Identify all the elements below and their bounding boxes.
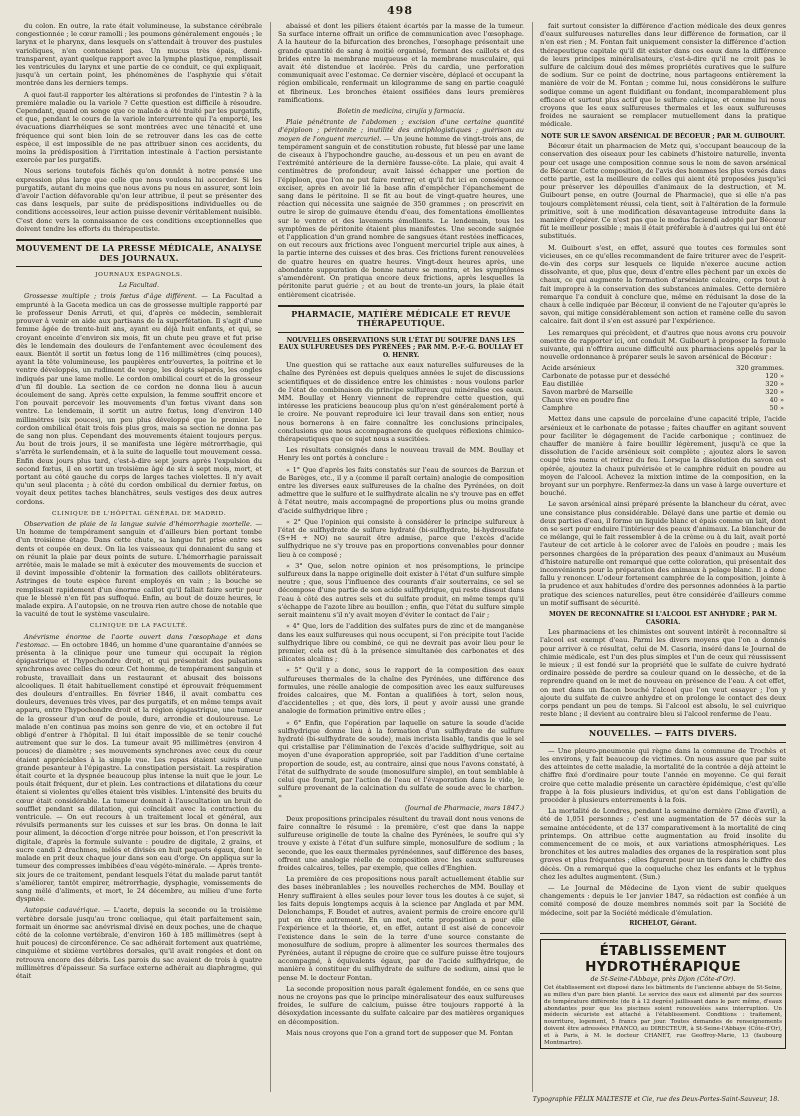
article-text: — Un homme de tempérament sanguin et d'ailleurs bien portant tombe d'un troisième étage. Dans cette chute, sa langue fut prise entre ses dents et coupée en deux. On lia les vaisseaux qui donnaient du sang et on réunit la plaie par deux points de suture. L'hémorrhagie paraissait arrêtée, mais le malade se mit à exécuter des mouvements de succion et il devint impossible d'obtenir la formation des caillots oblitérateurs. Astringes de toute espèce furent employés en vain ; la bouche se remplissait rapidement d'un énorme caillot qu'il fallait faire sortir pour que le blessé n'en fût pas suffoqué. Enfin, au bout de douze heures, le malade expira. A l'autopsie, on ne trouva rien autre chose de notable que la vacuité de tout le système vasculaire.: [16, 519, 262, 619]
paragraph: « 3° Que, selon notre opinion et nos présomptions, le principe sulfureux dans la nappe originelle doit exister à l'état d'un sulfure simple neutre ; que, sous l'influence des courants d'air souterrains, ce sel se décompose d'une partie de son acide sulfhydrique, qui reste dissout dans l'eau à côté des autres sels et du sulfate produit, en même temps qu'il s'échappe de l'azote libre au bouillon ; enfin, que l'état du sulfure simple serait maintenu s'il n'y avait moyen d'éviter le contact de l'air ;: [278, 561, 524, 620]
paragraph: M. Guibourt s'est, en effet, assuré que toutes ces formules sont vicieuses, en ce qu'elles recommandent de faire triturer avec de l'esprit-de-vin des corps sur lesquels ce liquide n'exerce aucune action dissolvante, et que, plus que, deux d'entre elles pèchent par un excès de chaux, ce qui augmente la formation d'arséniate calcaire, corps tout à fait impropre à la conservation des substances animales. Cette dernière remarque l'a conduit à conclure que, même en réduisant la dose de la chaux à celle indiquée par Bécœur, il convient de ne l'ajouter qu'après le savon, qui mitige considérablement son action et ramène celle du savon calcaire. fait dont il s'en est assuré par l'expérience.: [540, 243, 786, 326]
article-text: — En octobre 1846, un homme d'une quarantaine d'années se présenta à la clinique pour une tumeur qui occupait la région épigastrique et l'hypochondre droit, et qui présentait des pulsations synchrones avec celles du cœur. Cet homme, de tempérament sanguin et robuste, travaillait dans un restaurant et abusait des boissons alcooliques. Il était habituellement constipé et éprouvait fréquemment des douleurs d'entrailles. En février 1846, il avait combattu ces douleurs, devenues très vives, par des purgatifs, et en même temps avait apparu, entre l'hypochondre droit et la région épigastrique, une tumeur de la grosseur d'un œuf de poule, dure, arrondie et douloureuse. Le malade n'en continua pas moins son genre de vie, et en octobre il fut obligé d'entrer à l'hôpital. Il lui était impossible de se tenir couché autrement que sur le dos. La tumeur avait 95 millimètres (environ 4 pouces) de diamètre ; ses mouvements synchrones avec ceux du cœur étaient appréciables à la simple vue. Les repas étaient suivis d'une grande pesanteur à l'épigastre. La constipation persistait. La respiration était courte et la dyspnée beaucoup plus intense la nuit que le jour. Le pouls était fréquent, dur et plein. Les contractions et dilatations du cœur étaient si violentes qu'elles étaient très visibles. L'intensité des bruits du cœur était considérable. La tumeur donnait à l'auscultation un bruit de soufflet pendant sa dilatation, qui coïncidait avec la contraction du ventricule. — On eut recours à un traitement local et général, aux révulsifs permanents sur les cuisses et sur les bras. On donna le lait pour aliment, la décoction d'orge nitrée pour boisson, et l'on prescrivit la digitale, d'après la formule suivante : poudre de digitale, 2 grains, et sucre candi 2 drachmes, mêlés et divisés en huit paquets égaux, dont le malade en prit deux chaque jour dans son eau d'orge. On appliqua sur la tumeur des compresses imbibées d'eau végéto-minérale. — Après trente-six jours de ce traitement, pendant lesquels l'état du malade parut tantôt s'améliorer, tantôt empirer, métrorrhagie, dysphagie, vomissements de sang mêlé d'aliments, et mort, le 24 décembre, au milieu d'une forte dyspnée.: [16, 640, 262, 904]
journal-name: La Facultad.: [118, 281, 160, 290]
ad-title: ÉTABLISSEMENT HYDROTHÉRAPIQUE: [585, 943, 741, 976]
column-divider: [270, 22, 271, 1092]
paragraph: « 1° Que d'après les faits constatés sur l'eau de sources de Barzun et de Barèges, etc., il y a (comme il paraît certain) analogie de composition entre les diverses eaux sulfureuses de la chaîne des Pyrénées, on doit admettre que le sulfure et le sulfhydrate alcalin ne s'y trouve pas en effet à l'état neutre, mais accompagné de proportions plus ou moins grande d'acide sulfhydrique libre ;: [278, 465, 524, 515]
recipe-row: [540, 372, 786, 380]
article-paragraph: [16, 292, 262, 505]
subsection-heading: CLINIQUE DE L'HÔPITAL GÉNÉRAL DE MADRID.: [51, 510, 227, 517]
column-1: [16, 22, 262, 1092]
paragraph: « 6° Enfin, que l'opération par laquelle on sature la soude d'acide sulfhydrique donne lieu à la formation d'un sulfhydrate de sulfure hydraté (bi-sulfhydrate de soude), mais incrista lisable, tandis que le sel qui cristallise par l'élimination de l'excès d'acide sulfhydrique, soit au moyen d'une évaporation appropriée, soit par l'addition d'une certaine proportion de soude, est, au contraire, ainsi que nous l'avons constaté, à l'état de sulfhydrate de soude (monosulfure simple), en tout semblable à celui que fournit, par l'action de l'eau et l'évaporation dans le vide, le sulfure provenant de la calcination du sulfate de soude avec le charbon. »: [278, 718, 524, 801]
paragraph: Nous serions toutefois fâchés qu'on donnât à notre pensée une expression plus large que celle que nous voulons lui accorder. Si les purgatifs, autant du moins que nous avons pu nous en assurer, sont loin d'avoir l'action défavorable qu'on leur attribue, il peut se présenter des cas dans lesquels, par suite de prédispositions individuelles ou de conditions accessoires, leur action puisse devenir véritablement nuisible. C'est donc vers la connaissance de ces conditions exceptionnelles que doivent tendre les efforts du thérapeutiste.: [16, 167, 262, 233]
paragraph: « 2° Que l'opinion qui consiste à considérer le principe sulfureux à l'état de sulfhydrate de sulfure hydraté (bi-sulfhydrate, bi-hydrosulfate (S+H + NO) ne saurait être admise, parce que l'excès d'acide sulfhydrique ne s'y trouve pas en proportions convenables pour donner lieu à ce composé ;: [278, 517, 524, 559]
paragraph: Deux propositions principales résultent du travail dont nous venons de faire connaître le résumé : la première, c'est que dans la nappe sulfureuse originelle de toute la chaîne des Pyrénées, le soufre qui s'y trouve y existe à l'état d'un sulfure simple, monosulfure de sodium ; la seconde, que les eaux thermales pyrénéennes, sauf différence des bases, offrent une analogie réelle de composition avec les eaux sulfureuses froides calcaires, telles, par exemple, que celles d'Enghien.: [278, 814, 524, 872]
recipe-qty: 50 »: [769, 404, 784, 413]
article-lead: Plaie pénétrante de l'abdomen ; excision d'une certaine quantité d'épiploon ; péritonite ; inutilité des antiphlogistiques ; guérison au moyen de l'onguent mercuriel.: [278, 118, 524, 143]
recipe-qty: 320 »: [765, 388, 784, 397]
paragraph: Une question qui se rattache aux eaux naturelles sulfureuses de la chaîne des Pyrénées est depuis quelques années le sujet de discussions scientifiques et de dissidence entre les chimistes : nous voulons parler de l'état de combinaison du principe sulfureux qui minéralise ces eaux. MM. Boullay et Henry viennent de reprendre cette question, qui intéresse les praticiens beaucoup plus qu'on n'est généralement porté à le croire. Ne pouvant reproduire ici leur travail dans son entier, nous nous bornerons à en faire connaître les conclusions principales, conclusions que nous accompagnerons de quelques réflexions chimico-thérapeutiques que ce sujet nous a suscitées.: [278, 361, 524, 444]
section-title: PHARMACIE, MATIÈRE MÉDICALE ET REVUE THÉRAPEUTIQUE.: [278, 305, 524, 333]
recipe-row: [540, 404, 786, 412]
paragraph: « 5° Qu'il y a donc, sous le rapport de la composition des eaux sulfureuses thermales de la chaîne des Pyrénées, une différence des formules, une réelle analogie de composition avec les eaux sulfureuses froides calcaires, que M. Fontan a qualifiées à tort, selon nous, d'accidentelles ; et que, dès lors, il peut y avoir aussi une grande analogie de formation primitive entre elles ;: [278, 666, 524, 716]
recipe-table: [540, 364, 786, 412]
subsection-heading: JOURNAUX ESPAGNOLS.: [95, 272, 183, 279]
page-number: 498: [387, 4, 413, 17]
divider: [540, 933, 786, 934]
signature: RICHELOT, Gérant.: [629, 919, 697, 927]
ad-subtitle: de St-Seine-l'Abbaye, près Dijon (Côte-d'Or).: [590, 975, 736, 984]
paragraph: La première de ces propositions nous paraît actuellement établie sur des bases inébranlables ; les nouvelles recherches de MM. Boullay et Henry suffiraient à elles seules pour lever tous les doutes à ce sujet, si les faits depuis longtemps acquis à la science par Anglada et par MM. Delonchamps, F. Boudet et autres, avaient permis de croire encore qu'il put en être autrement. En un mot, cette proposition a pour elle l'expérience et la théorie, et, en effet, autant il est aisé de concevoir l'existence dans le sein de la terre d'une source constante de monosulfure de sodium, propre à alimenter les sources thermales des Pyrénées, autant il répugne de croire que ce sulfure puisse être toujours accompagné, à équivalents égaux, par de l'acide sulfhydrique, de manière à constituer du sulfhydrate de sulfure de sodium, ainsi que le pense M. le docteur Fontan.: [278, 875, 524, 982]
paragraph: « 4° Que, lors de l'addition des sulfates purs de zinc et de manganèse dans les eaux sulfureuses qui nous occupent, si l'on précipite tout l'acide sulfhydrique libre ou combiné, ce qui ne devrait pas avoir lieu pour le premier, cela est dû à la présence simultanée des carbonates et des silicates alcalins ;: [278, 622, 524, 664]
article-paragraph: [16, 633, 262, 904]
recipe-qty: 320 »: [765, 380, 784, 389]
journal-name: Boletin de medicina, cirujía y farmacia.: [337, 107, 465, 116]
article-text: — La Facultad a emprunté à la Gaceta medica un cas de grossesse multiple rapporté par le professeur Denis Arruti, et qui, d'après ce médecin, semblerait prouver à venir en aide aux partisans de la superfétation. Il s'agit d'une femme âgée de trente-huit ans, ayant eu déjà huit enfants, et qui, se croyant enceinte d'environ six mois, fit un chute peu grave et fut prise dès le lendemain des douleurs de l'enfantement avec écoulement des eaux. Bientôt il sortit un fœtus long de 116 millimètres (cinq pouces), ayant la tête volumineuse, les paupières entr'ouvertes, la poitrine et le ventre développés, un rudiment de verge, les doigts séparés, les ongles indiqués par une lame molle. Le cordon ombilical court et de la grosseur d'un fil double. La section de ce cordon ne donna lieu à aucun écoulement de sang. Après cette expulsion, la femme souffrit encore et l'on pouvait percevoir les mouvements d'un fœtus vivant dans son ventre. Le lendemain, il sortit un autre fœtus, long d'environ 140 millimètres (six pouces), un peu plus développé que le premier. Le cordon ombilical était trois fois plus gros, mais sa section ne donna pas de sang non plus. Cependant des mouvements étaient toujours perçus. Au bout de trois jours, il se manifesta une légère métrorrhagie, qui s'arrêta le surlendemain, et à la suite de laquelle tout mouvement cessa. Enfin deux jours plus tard, c'est-à-dire sept jours après l'expulsion du second fœtus, il en sortit un troisième âgé de six à sept mois, mort, et portant au côté gauche du corps de larges taches violettes. Il n'y avait qu'un seul placenta ; à côté du cordon ombilical du dernier fœtus, on voyait deux petites taches blanchâtres, seuls vestiges des deux autres cordons.: [16, 292, 262, 506]
recipe-qty: 320 grammes.: [736, 364, 784, 373]
paragraph: La mortalité de Londres, pendant la semaine dernière (2me d'avril), a été de 1,051 personnes ; c'est une augmentation de 57 décès sur la semaine antécédente, et de 137 comparativement à la mortalité de cinq printemps. On attribue cette augmentation au froid insolite du commencement de ce mois, et aux variations atmosphériques. Les bronchites et les autres maladies des organes de la respiration sont plus graves et plus fréquentes ; elles figurent pour un tiers dans le chiffre des décès. On a remarqué que la coqueluche chez les enfants et le typhus chez les adultes augmentent. (Sun.): [540, 807, 786, 881]
recipe-qty: 120 »: [765, 372, 784, 381]
paragraph: fait surtout consister la différence d'action médicale des deux genres d'eaux sulfureuses naturelles dans leur différence de formation, car il n'en est rien ; M. Fontan fait uniquement consister la différence d'action thérapeutique capitale qu'il dit exister dans ces eaux dans la différence de leurs principes minéralisateurs, c'est-à-dire qu'il ne croit pas le sulfure de calcium doué des mêmes propriétés curatives que le sulfure de sodium. Sur ce point de doctrine, nous partageons entièrement la manière de voir de M. Fontan ; comme lui, nous considérons le sulfure sodique comme un agent fluidifiant ou fondant, incomparablement plus efficace et surtout plus actif que le sulfure calcique, et comme lui nous croyons que les eaux sulfureuses thermales et les eaux sulfureuses froides ne sauraient se remplacer mutuellement dans la pratique médicale.: [540, 22, 786, 129]
paragraph: — Le Journal de Médecine de Lyon vient de subir quelques changements : depuis le 1er janvier 1847, sa rédaction est confiée à un comité composé de douze membres nommés soit par la Société de médecine, soit par la Société médicale d'émulation.: [540, 884, 786, 917]
paragraph: Les pharmaciens et les chimistes ont souvent intérêt à reconnaître si l'alcool est exempt d'eau. Parmi les divers moyens que l'on a donnés pour arriver à ce résultat, celui de M. Casoria, inséré dans le Journal de chimie médicale, est l'un des plus simples et l'un de ceux qui réussissent le mieux ; il est fondé sur la propriété que le sulfate de cuivre hydraté ordinaire possède de perdre sa couleur quand on le dessèche, et de la reprendre quand on le met de nouveau en présence de l'eau. A cet effet, on met dans un flacon bouché l'alcool que l'on veut essayer ; l'on y ajoute du sulfate de cuivre anhydre et on prolonge le contact des deux corps pendant un peu de temps. Si l'alcool est absolu, le sel cuivrique reste blanc ; il devient au contraire bleu si l'alcool renferme de l'eau.: [540, 628, 786, 719]
printer-footer: Typographie FÉLIX MALTESTE et Cie, rue des Deux-Portes-Saint-Sauveur, 18.: [532, 1096, 780, 1103]
article-paragraph: [16, 906, 262, 980]
article-heading: NOUVELLES OBSERVATIONS SUR L'ÉTAT DU SOUFRE DANS LES EAUX SULFUREUSES DES PYRÉNÉES ; PAR MM. P.-F.-G. BOULLAY ET O. HENRY.: [278, 336, 524, 359]
paragraph: Bécœur était un pharmacien de Metz qui, s'occupant beaucoup de la conservation des oiseaux pour les cabinets d'histoire naturelle, inventa pour cet usage une composition connue sous le nom de savon arsénical de Bécœur. Cette composition, de l'avis des hommes les plus versés dans cette partie, est la meilleure de celles qui aient été proposées jusqu'ici pour préserver les dépouilles d'animaux de la destruction, et M. Guibourt pense, en outre (Journal de Pharmacie), que si elle n'a pas toujours complètement réussi, cela tient, soit à l'altération de la formule primitive, soit à une modification désavantageuse introduite dans la manière d'opérer. Ce n'est pas que le modus faciendi adopté par Bécœur fût le meilleur possible ; mais il était préférable à d'autres qui lui ont été substitués.: [540, 142, 786, 241]
paragraph: Le savon arsénical ainsi préparé présente la blancheur du cérat, avec une consistance plus considérable. Délayé dans une partie et demie ou deux parties d'eau, il forme un liquide blanc et épais comme un lait, dont on se sert pour enduire l'intérieur des peaux d'animaux. La blancheur de ce mélange, qui le fait ressembler à de la crème ou à du lait, avait porté l'auteur de cet article à le colorer avec de l'aloès en poudre ; mais les personnes chargées de la préparation des peaux d'animaux au Muséum d'histoire naturelle ont remarqué que cette coloration, qui présentait des inconvénients pour la préparation des animaux à pelage blanc. Il a donc fallu y renoncer. L'odeur fortement camphrée de la composition, jointe à la prudence et aux habitudes d'ordre des personnes adonnées à la partie pratique des sciences naturelles, peut être considérée d'ailleurs comme un motif suffisant de sécurité.: [540, 500, 786, 607]
recipe-row: [540, 396, 786, 404]
advertisement: [540, 939, 786, 1049]
article-heading: MOYEN DE RECONNAÎTRE SI L'ALCOOL EST ANHYDRE ; PAR M. CASORIA.: [548, 611, 778, 626]
paragraph: du colon. En outre, la rate était volumineuse, la substance cérébrale congestionnée ; le cœur ramolli ; les poumons généralement engoués ; le larynx et le pharynx, dans lesquels on s'attendait à trouver des pustules varioliques, n'en contenaient pas. Un mucus très épais, demi-transparent, ayant quelque rapport avec la lymphe plastique, remplissait les ventricules du larynx et une partie de ce conduit, ce qui expliquait, jusqu'à un certain point, les phénomènes de l'asphyxie qui s'était montrée dans les derniers temps.: [16, 22, 262, 88]
citation: (Journal de Pharmacie, mars 1847.): [404, 803, 524, 812]
paragraph: A quoi faut-il rapporter les altérations si profondes de l'intestin ? à la première maladie ou la variole ? Cette question est difficile à résoudre. Cependant, quand on songe que ce malade a été traité par les purgatifs, et que, pendant le cours de la variole intercurrente qui l'a emporté, les évacuations diarrhéiques se sont montrées avec une ténacité et une fréquence qui sont bien loin de se retrouver dans les cas de cette espèce, il est impossible de ne pas attribuer sinon ces accidents, du moins la prédisposition à l'irritation intestinale à l'action persistante exercée par les purgatifs.: [16, 90, 262, 165]
section-title: NOUVELLES. — FAITS DIVERS.: [540, 724, 786, 743]
ad-text: Cet établissement est disposé dans les bâtiments de l'ancienne abbaye de St-Seine, au milieu d'un parc bien planté. Le service des eaux est alimenté par des sources de température différente (de 8 à 12 degrés) jaillissant dans le parc même, d'eaux abondantes pour que les piscines soient renouvelées sans interruption. Un médecin sécuriste est attaché à l'établissement. Conditions : traitement, nourriture, logement, 5 francs par jour. Toutes demandes de renseignements doivent être adressées FRANCO, au DIRECTEUR, à St-Seine-l'Abbaye (Côte-d'Or), et à Paris, à M. le docteur CHANET, rue Geoffroy-Marie, 13 (faubourg Montmartre).: [544, 985, 782, 1046]
recipe-item: Savon marbré de Marseille: [542, 388, 633, 397]
article-text: — Un jeune homme de vingt-trois ans, de tempérament sanguin et de constitution robuste, fut blessé par une lame de ciseaux à l'hypochondre gauche, au-dessous et un peu en avant de l'extrémité antérieure de la dernière fausse-côte. La plaie, qui avait 4 centimètres de profondeur, avait laissé échapper une portion de l'épiploon, que l'on ne put faire rentrer, et qu'il fut ici en conséquence exciser, après en avoir lié la base afin d'empêcher l'épanchement de sang dans le péritoine. Il se fit au bout de vingt-quatre heures, une réaction qui nécessita une saignée de 350 grammes ; on prescrivit en outre le sirop de guimauve étendu d'eau, des fomentations émollientes sur le ventre et des lavements émollients. Le lendemain, tous les symptômes de péritonite étaient plus manifestes. Une seconde saignée et l'application d'un grand nombre de sangsues étant restées inefficaces, on eut recours aux frictions avec l'onguent mercuriel triple aux aines, à la partie interne des cuisses et des bras. Ces frictions furent renouvelées de quatre heures en quatre heures. Vingt-deux heures après, une abondante suppuration de bonne nature se montra, et les symptômes s'amendèrent. On pratiqua encore deux frictions, après lesquelles la péritonite parut guérie ; et au bout de trente-un jours, la plaie était entièrement cicatrisée.: [278, 134, 524, 299]
section-title: MOUVEMENT DE LA PRESSE MÉDICALE, ANALYSE DES JOURNAUX.: [16, 239, 262, 267]
article-lead: Observation de plaie de la langue suivie d'hémorrhagie mortelle.: [24, 519, 252, 528]
recipe-qty: 40 »: [769, 396, 784, 405]
recipe-row: [540, 380, 786, 388]
column-divider: [532, 22, 533, 1092]
column-2: [278, 22, 524, 1092]
article-heading: NOTE SUR LE SAVON ARSÉNICAL DE BÉCOEUR ; PAR M. GUIBOURT.: [540, 132, 786, 140]
recipe-item: Camphre: [542, 404, 573, 413]
paragraph: Les résultats consignés dans le nouveau travail de MM. Boullay et Henry les ont portés à conclure :: [278, 446, 524, 463]
recipe-item: Chaux vive en poudre fine: [542, 396, 630, 405]
recipe-item: Carbonate de potasse pur et desséché: [542, 372, 670, 381]
recipe-row: [540, 364, 786, 372]
article-lead: Anévrisme énorme de l'aorte ouvert dans l'œsophage et dans l'estomac.: [16, 632, 262, 649]
recipe-item: Acide arsénieux: [542, 364, 596, 373]
subsection-heading: CLINIQUE DE LA FACULTÉ.: [89, 623, 189, 630]
article-paragraph: [278, 118, 524, 298]
paragraph: abaissé et dont les piliers étaient écartés par la masse de la tumeur. Sa surface interne offrait un orifice de communication avec l'œsophage. A la hauteur de la bifurcation des bronches, l'œsophage présentait une grande quantité de sang à moitié organisé, formant des caillots et des brides entre la membrane muqueuse et la membrane musculaire, qui avait été distendue et lacérée. Près du cardia, une perforation communiquait avec l'estomac. Ce dernier viscère, déplacé et occupant la région ombilicale, renfermait un kilogramme de sang en partie coagulé et fibrineux. Les bronches étaient ossifiées dans leurs premières ramifications.: [278, 22, 524, 104]
newspaper-columns: [16, 22, 788, 1092]
paragraph: Mettez dans une capsule de porcelaine d'une capacité triple, l'acide arsénieux et le carbonate de potasse ; faites chauffer en agitant souvent pour faciliter le dégagement de l'acide carbonique ; continuez de chauffer de manière à faire bouillir légèrement, jusqu'à ce que la dissolution de l'acide arsénieux soit complète ; ajoutez alors le savon coupé très menu et retirez du feu. Lorsque la dissolution du savon est opérée, ajoutez la chaux pulvérisée et le camphre réduit en poudre au moyen de l'alcool. Achevez la mixtion intime de la composition, en la broyant sur un porphyre. Renfermez-la dans un vase à large ouverture et bouché.: [540, 415, 786, 498]
recipe-row: [540, 388, 786, 396]
paragraph: La seconde proposition nous paraît également fondée, en ce sens que nous ne croyons pas que le principe minéralisateur des eaux sulfureuses froides, le sulfure de calcium, puisse être toujours rapporté à la désoxydation incessante du sulfate calcaire par des matières organiques en décomposition.: [278, 984, 524, 1026]
article-lead: Grossesse multiple ; trois fœtus d'âge différent.: [24, 292, 197, 301]
article-lead: Autopsie cadavérique.: [24, 906, 100, 915]
article-paragraph: [16, 520, 262, 618]
paragraph: Les remarques qui précèdent, et d'autres que nous avons cru pouvoir omettre de rapporter ici, ont conduit M. Guibourt à proposer la formule suivante, qui n'offrira aucune difficulté aux pharmaciens appelés par la nouvelle ordonnance à préparer seuls le savon arsénical de Bécœur :: [540, 328, 786, 362]
column-3: [540, 22, 786, 1092]
paragraph: Mais nous croyons que l'on a grand tort de supposer que M. Fontan: [286, 1028, 514, 1037]
paragraph: — Une pleuro-pneumonie qui règne dans la commune de Trochès et les environs, y fait beaucoup de victimes. On nous assure que par suite des atteintes de cette maladie, la mortalité de la contrée a déjà atteint le chiffre fixé d'ordinaire pour toute l'année en moyenne. Ce qui ferait croire que cette maladie présente un caractère épidémique, c'est qu'elle frappe à la fois plusieurs individus, et qu'on est dans l'obligation de procéder à plusieurs enterrements à la fois.: [540, 746, 786, 805]
recipe-item: Eau distillée: [542, 380, 584, 389]
article-text: — L'aorte, depuis la seconde ou la troisième vertèbre dorsale jusqu'au tronc cœliaque, qui était parfaitement sain, formait un énorme sac anévrismal divisé en deux poches, une de chaque côté de la colonne vertébrale, d'environ 160 à 185 millimètres (sept à huit pouces) de circonférence. Ce sac adhérait fortement aux quatrième, cinquième et sixième vertèbres dorsales, qu'il avait rongées et dont on retrouva encore des débris. Les parois du sac avaient de trois à quatre millimètres d'épaisseur. Sa surface externe adhérait au diaphragme, qui était: [16, 906, 262, 980]
